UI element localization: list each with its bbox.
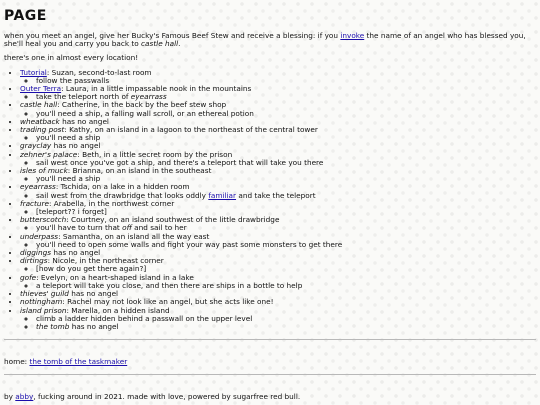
sub-item: ◦ you'll need a ship (36, 134, 536, 142)
intro-paragraph (4, 32, 536, 48)
sub-item: ◦ [teleport?? i forget] (36, 208, 536, 216)
location-name: wheatback (20, 116, 60, 126)
location-desc: : Marella, on a hidden island (66, 305, 170, 315)
location-desc: has no angel (51, 248, 101, 258)
location-desc: has no angel (68, 289, 119, 299)
everywhere-note: there's one in almost every location! (4, 53, 139, 63)
location-desc: : Courtney, on an island southwest of the little drawbridge (66, 215, 280, 225)
author-link[interactable]: abby (15, 392, 34, 402)
sub-text: sail west from the drawbridge that looks oddly (36, 190, 209, 200)
location-name: isles of muck (20, 166, 68, 176)
location-desc: : Catherine, in the back by the beef stew shop (57, 100, 227, 110)
footer-by: by (4, 392, 16, 402)
sub-item: ◦ follow the passwalls (36, 77, 536, 85)
sub-item: ◦ you'll need a ship, a falling wall scroll, or an ethereal potion (36, 110, 536, 118)
location-name: diggings (20, 248, 52, 258)
list-item (20, 216, 536, 232)
intro-place: castle hall (141, 39, 179, 49)
intro-end: . (178, 39, 181, 49)
location-name: castle hall (20, 100, 58, 110)
sub-emphasis: off (122, 223, 132, 233)
home-link[interactable]: the tomb of the taskmaker (29, 357, 128, 367)
sub-item (36, 323, 536, 331)
location-name: butterscotch (20, 215, 67, 225)
familiar-link[interactable]: familiar (208, 190, 237, 200)
location-desc: has no angel (59, 116, 109, 126)
sub-place: eyearrass (130, 92, 167, 102)
location-desc: : Samantha, on an island all the way east (58, 231, 210, 241)
list-item (20, 307, 536, 332)
sub-item: ◦ you'll need a ship (36, 175, 536, 183)
sub-text: and take the teleport (236, 190, 316, 200)
footer (4, 393, 536, 401)
location-desc: : Rachel may not look like an angel, but she acts like one! (62, 297, 274, 307)
list-item (20, 69, 536, 85)
location-name: nottingham (20, 297, 63, 307)
page-title: PAGE (4, 8, 47, 24)
outer-terra-link[interactable]: Outer Terra (20, 84, 62, 94)
location-desc: : Kathy, on an island in a lagoon to the northeast of the central tower (64, 125, 318, 135)
list-item (20, 200, 536, 216)
location-desc: : Brianna, on an island in the southeast (67, 166, 212, 176)
sub-text: you'll have to turn that (36, 223, 123, 233)
sub-item: ◦ [how do you get there again?] (36, 265, 536, 273)
footer-text: , fucking around in 2021. made with love, powered by sugarfree red bull. (33, 392, 301, 402)
list-item (20, 274, 536, 290)
sub-item: ◦ a teleport will take you close, and then there are ships in a bottle to help (36, 282, 536, 290)
home-label: home: (4, 357, 30, 367)
sub-item: ◦ you'll need to open some walls and fight your way past some monsters to get there (36, 241, 536, 249)
location-desc: : Suzan, second-to-last room (46, 67, 152, 77)
location-name: gofe (20, 272, 37, 282)
divider (4, 339, 536, 340)
location-name: thieves' guild (20, 289, 69, 299)
location-name: eyearrass (20, 182, 56, 192)
list-item (20, 183, 536, 199)
location-desc: : Tschida, on a lake in a hidden room (55, 182, 190, 192)
location-name: grayclay (20, 141, 52, 151)
location-name: fracture (20, 198, 50, 208)
list-item (20, 101, 536, 117)
list-item (20, 126, 536, 142)
home-line (4, 358, 536, 366)
list-item (20, 233, 536, 249)
location-name: trading post (20, 125, 65, 135)
sub-text: take the teleport north of (36, 92, 131, 102)
location-desc: : Nicole, in the northeast corner (47, 256, 164, 266)
sub-text: has no angel (69, 321, 119, 331)
location-desc: : Evelyn, on a heart-shaped island in a lake (36, 272, 194, 282)
sub-item: ◦ sail west once you've got a ship, and there's a teleport that will take you there (36, 159, 536, 167)
list-item (20, 151, 536, 167)
list-item (20, 257, 536, 273)
location-list (4, 69, 536, 332)
list-item (20, 167, 536, 183)
location-name: underpass (20, 231, 59, 241)
list-item (20, 85, 536, 101)
invoke-link[interactable]: invoke (340, 31, 365, 40)
divider (4, 374, 536, 375)
sub-item: ◦ climb a ladder hidden behind a passwall on the upper level (36, 315, 536, 323)
intro-text: when you meet an angel, give her Bucky's Famous Beef Stew and receive a blessing: if you (4, 31, 341, 40)
location-desc: : Arabella, in the northwest corner (49, 198, 175, 208)
intro-text-2: the name of an angel who has blessed you, she'll heal you and carry you back to (4, 31, 526, 49)
location-desc: : Beth, in a little secret room by the prison (77, 149, 233, 159)
sub-place: the tomb (36, 321, 70, 331)
tutorial-link[interactable]: Tutorial (20, 67, 47, 77)
location-desc: : Laura, in a little impassable nook in the mountains (61, 84, 252, 94)
location-desc: has no angel (51, 141, 101, 151)
sub-text: and sail to her (131, 223, 187, 233)
location-name: zehner's palace (20, 149, 78, 159)
location-name: island prison (20, 305, 67, 315)
location-name: dirtings (20, 256, 48, 266)
